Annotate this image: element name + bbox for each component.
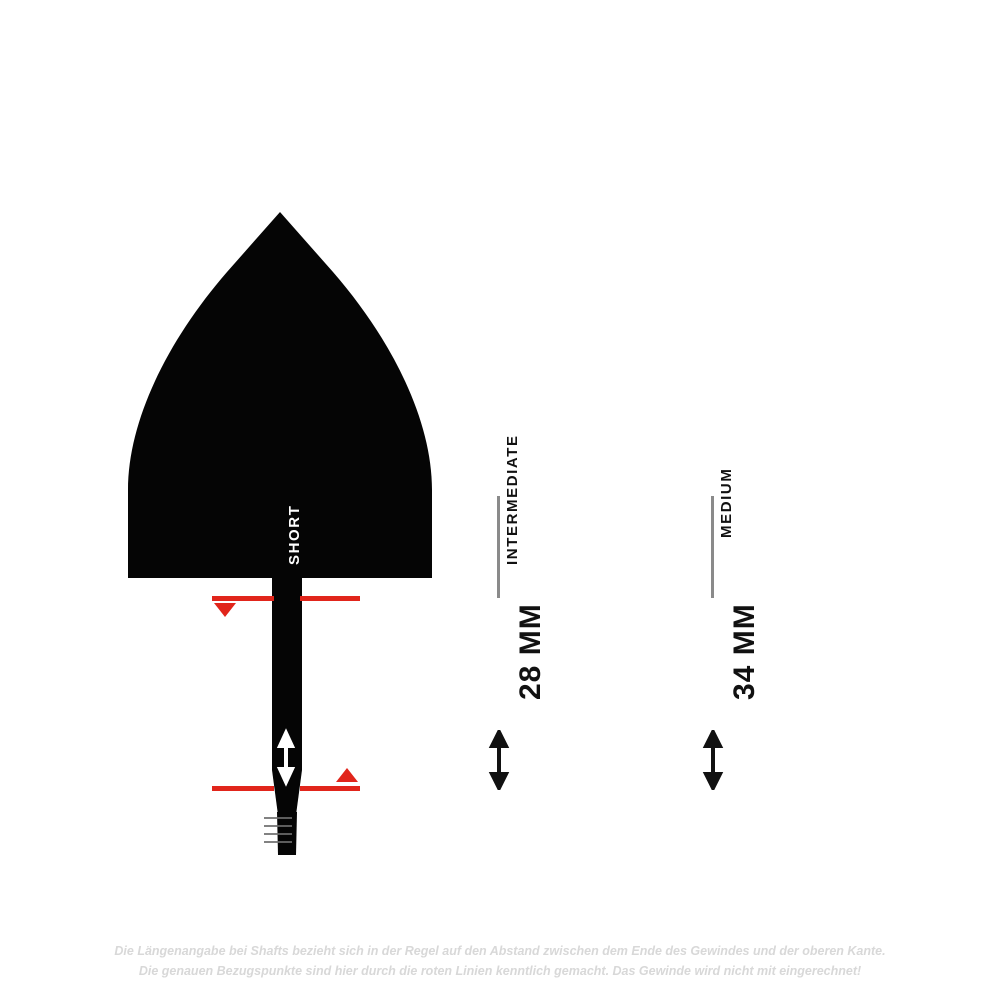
red-reference-line-top-right <box>300 596 360 601</box>
shaft-name-short: SHORT <box>286 504 303 565</box>
shaft-size-medium: 34 MM <box>728 603 761 700</box>
flight-shape <box>128 212 432 578</box>
red-reference-line-bottom-right <box>300 786 360 791</box>
shaft-size-intermediate: 28 MM <box>514 603 547 700</box>
red-marker-triangle-bottom <box>336 768 358 782</box>
footnote-line-1: Die Längenangabe bei Shafts bezieht sich in der Regel auf den Abstand zwischen dem Ende des Gewindes und der oberen Kante. <box>114 944 886 958</box>
tick-intermediate <box>497 496 500 598</box>
red-marker-triangle-top <box>214 603 236 617</box>
red-reference-line-bottom-left <box>212 786 274 791</box>
measure-arrow-intermediate <box>484 730 514 790</box>
footnote-line-2: Die genauen Bezugspunkte sind hier durch die roten Linien kenntlich gemacht. Das Gewinde wird nicht mit eingerechnet! <box>138 964 862 978</box>
shaft-size-short: 22 MM <box>299 603 332 700</box>
shaft-name-medium: MEDIUM <box>718 467 735 538</box>
measure-arrow-medium <box>698 730 728 790</box>
tick-medium <box>711 496 714 598</box>
shaft-name-intermediate: INTERMEDIATE <box>504 434 521 565</box>
red-reference-line-top-left <box>212 596 274 601</box>
